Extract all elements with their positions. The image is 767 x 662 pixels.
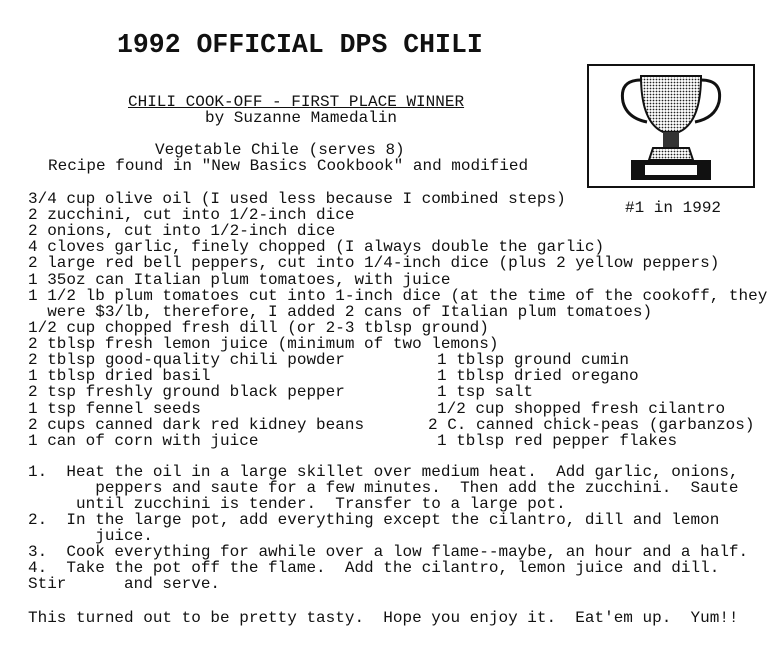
closing-note: This turned out to be pretty tasty. Hope you enjoy it. Eat'em up. Yum!! bbox=[28, 609, 739, 627]
ingredient: 2 large red bell peppers, cut into 1/4-inch dice (plus 2 yellow peppers) bbox=[28, 254, 720, 272]
ingredient: 1 1/2 lb plum tomatoes cut into 1-inch dice (at the time of the cookoff, they bbox=[28, 287, 767, 305]
step-line: juice. bbox=[28, 527, 153, 545]
trophy-caption: #1 in 1992 bbox=[625, 199, 722, 217]
subtitle: CHILI COOK-OFF - FIRST PLACE WINNER bbox=[128, 93, 465, 111]
step-line: peppers and saute for a few minutes. Then add the zucchini. Saute bbox=[28, 479, 739, 497]
step-line: Stir and serve. bbox=[28, 575, 221, 593]
ingredient: were $3/lb, therefore, I added 2 cans of Italian plum tomatoes) bbox=[28, 303, 653, 321]
step-line: 2. In the large pot, add everything except the cilantro, dill and lemon bbox=[28, 511, 720, 529]
step-line: 1. Heat the oil in a large skillet over medium heat. Add garlic, onions, bbox=[28, 463, 739, 481]
author: by Suzanne Mamedalin bbox=[205, 109, 398, 127]
recipe-source: Recipe found in "New Basics Cookbook" and modified bbox=[48, 157, 529, 175]
step-line: 4. Take the pot off the flame. Add the cilantro, lemon juice and dill. bbox=[28, 559, 720, 577]
trophy-icon bbox=[589, 66, 753, 186]
ingredient: 2 cups canned dark red kidney beans bbox=[28, 416, 365, 434]
ingredient: 2 tblsp good-quality chili powder bbox=[28, 351, 345, 369]
ingredient: 4 cloves garlic, finely chopped (I always double the garlic) bbox=[28, 238, 605, 256]
step-line: until zucchini is tender. Transfer to a large pot. bbox=[28, 495, 566, 513]
ingredient: 1 tblsp red pepper flakes bbox=[437, 432, 678, 450]
ingredient: 3/4 cup olive oil (I used less because I combined steps) bbox=[28, 190, 566, 208]
ingredient: 2 C. canned chick-peas (garbanzos) bbox=[428, 416, 755, 434]
recipe-name: Vegetable Chile (serves 8) bbox=[155, 141, 405, 159]
ingredient: 2 zucchini, cut into 1/2-inch dice bbox=[28, 206, 355, 224]
step-line: 3. Cook everything for awhile over a low flame--maybe, an hour and a half. bbox=[28, 543, 749, 561]
ingredient: 2 tblsp fresh lemon juice (minimum of two lemons) bbox=[28, 335, 499, 353]
ingredient: 1 35oz can Italian plum tomatoes, with juice bbox=[28, 271, 451, 289]
ingredient: 1 tsp salt bbox=[437, 383, 534, 401]
ingredient: 2 tsp freshly ground black pepper bbox=[28, 383, 345, 401]
ingredient: 2 onions, cut into 1/2-inch dice bbox=[28, 222, 336, 240]
page-title: 1992 OFFICIAL DPS CHILI bbox=[117, 30, 483, 60]
ingredient: 1 can of corn with juice bbox=[28, 432, 259, 450]
ingredient: 1/2 cup chopped fresh dill (or 2-3 tblsp ground) bbox=[28, 319, 489, 337]
ingredient: 1 tblsp dried basil bbox=[28, 367, 211, 385]
trophy-image bbox=[587, 64, 755, 188]
ingredient: 1 tblsp ground cumin bbox=[437, 351, 630, 369]
ingredient: 1 tsp fennel seeds bbox=[28, 400, 201, 418]
ingredient: 1/2 cup shopped fresh cilantro bbox=[437, 400, 726, 418]
ingredient: 1 tblsp dried oregano bbox=[437, 367, 639, 385]
